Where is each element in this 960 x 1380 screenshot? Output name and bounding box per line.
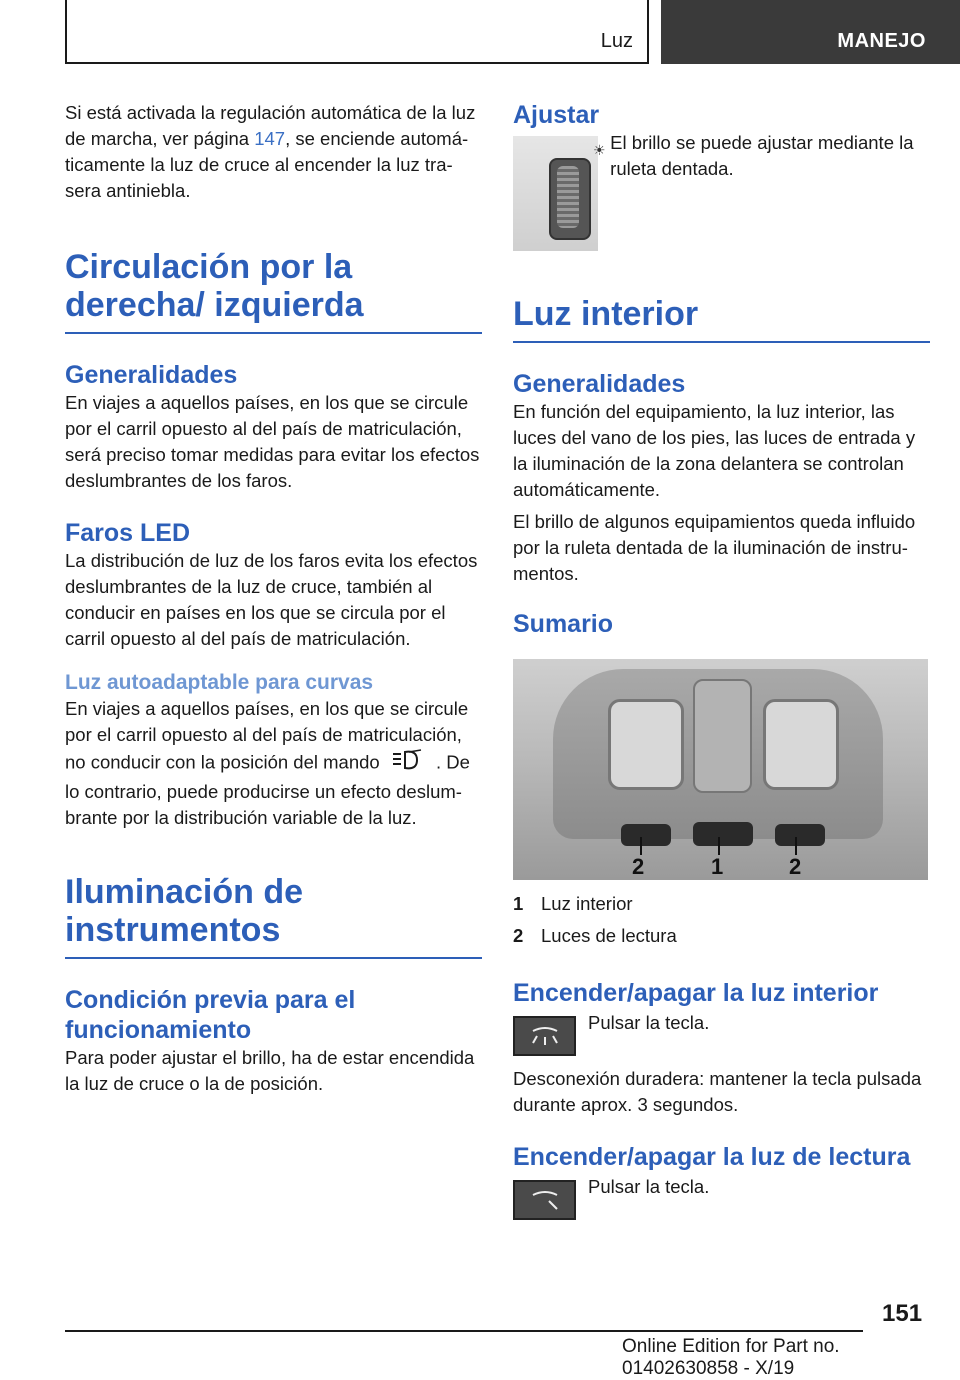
intro-text-a: Si está activada la regulación automática de la luz de marcha, ver página [65,102,476,149]
interior-button-row [513,1012,930,1056]
legend-text: Luces de lectura [541,925,677,946]
curve-text-b: . De lo contrario, puede producirse un efecto deslumbrante por la distribución variable de la luz. [65,751,470,828]
paragraph-precondition: Para poder ajustar el brillo, ha de estar encendida la luz de cruce o la de posición. [65,1047,475,1094]
overhead-console-image [513,659,928,880]
heading-general-left: Generalidades [65,361,238,389]
heading-reading-onoff: Encender/apagar la luz de lectura [513,1143,911,1171]
left-column [65,100,482,1097]
heading-interior-light: Luz interior [513,295,930,343]
legend-text: Luz interior [541,893,633,914]
paragraph-general-right-2: El brillo de algunos equipamientos queda influido por la ruleta dentada de la iluminación de instrumentos. [513,511,916,584]
footer-rule [65,1330,863,1332]
heading-summary: Sumario [513,610,614,638]
reading-light-button-icon [513,1180,576,1220]
photo-label-reading-left: 2 [632,854,645,879]
legend-number: 2 [513,925,524,946]
dashboard-light-icon: ☀ [593,142,606,158]
heading-driving-side: Circulación por la derecha/ izquierda [65,248,482,334]
legend-item [513,920,930,952]
photo-label-reading-right: 2 [789,854,802,879]
intro-text-b: , se enciende automáticamente la luz de cruce al encender la luz trasera antiniebla. [65,128,469,201]
heading-instrument-lighting: Iluminación de instrumentos [65,873,482,959]
heading-interior-onoff: Encender/apagar la luz interior [513,979,879,1007]
footer-edition: Online Edition for Part no. 01402630858 - X/19 [622,1336,840,1379]
heading-general-right: Generalidades [513,370,686,398]
page-number: 151 [882,1300,923,1327]
page-reference-link[interactable]: 147 [254,128,286,149]
paragraph-permanent-off: Desconexión duradera: mantener la tecla pulsada durante aprox. 3 segundos. [513,1068,922,1115]
photo-label-interior: 1 [711,854,724,879]
paragraph-press-interior: Pulsar la tecla. [588,1012,710,1033]
right-column [513,100,930,1220]
paragraph-adjust: El brillo se puede ajustar mediante la ruleta dentada. [610,132,914,179]
header-chapter-title: MANEJO [837,30,926,52]
legend-item [513,888,930,920]
heading-precondition: Condición previa para el funcionamiento [65,986,356,1044]
reading-button-row [513,1176,930,1220]
curve-text-a: En viajes a aquellos países, en los que se circule por el carril opuesto al del país de matriculación, no conducir con la posición del mando [65,698,469,773]
header-section-box [65,0,649,64]
header-chapter-tab [661,0,960,64]
adjust-row [513,132,930,251]
paragraph-general-right-1: En función del equipamiento, la luz interior, las luces del vano de los pies, las luces de entrada y la iluminación de la zona delantera se controlan automáticamente. [513,401,916,500]
paragraph-press-reading: Pulsar la tecla. [588,1176,710,1197]
paragraph-curve [65,696,482,831]
paragraph-general-left: En viajes a aquellos países, en los que se circule por el carril opuesto al del país de matriculación, será preciso tomar medidas para evitar los efectos deslumbrantes de los faros. [65,392,480,491]
heading-curve-light: Luz autoadaptable para curvas [65,671,374,694]
legend-number: 1 [513,893,524,914]
intro-paragraph [65,100,482,204]
light-switch-icon [391,748,425,779]
thumbwheel-image [513,136,606,251]
paragraph-led: La distribución de luz de los faros evita los efectos deslumbrantes de la luz de cruce, también al conducir en países en los que se circula por el carril opuesto al del país de matriculación. [65,550,478,649]
interior-light-button-icon [513,1016,576,1056]
header-section-title: Luz [600,30,633,52]
heading-led: Faros LED [65,519,191,547]
heading-adjust: Ajustar [513,101,600,129]
